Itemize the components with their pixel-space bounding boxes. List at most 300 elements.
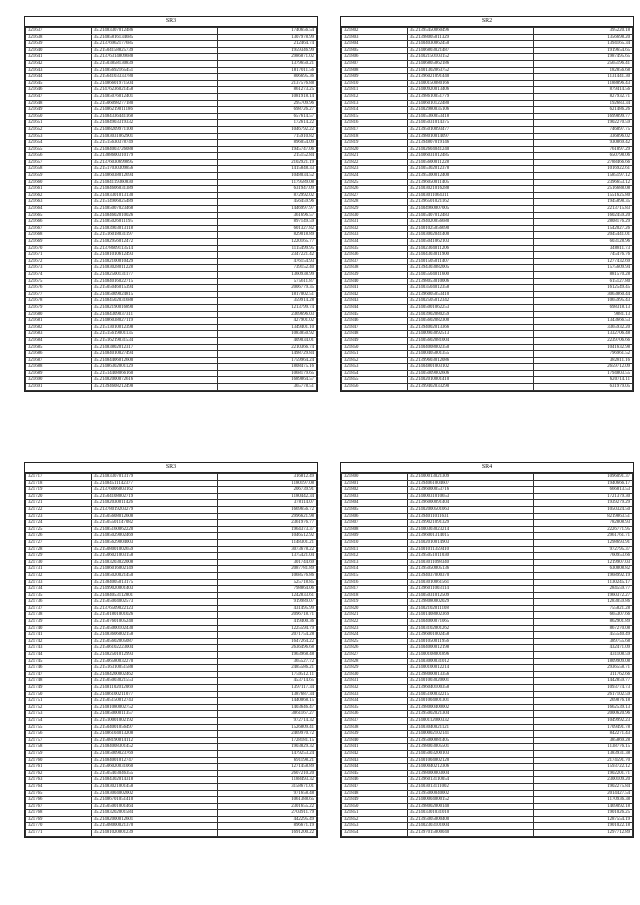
coordinate-cell: 35.21505501147082 <box>91 520 218 527</box>
row-id-cell: 321691 <box>26 384 92 391</box>
table-row <box>26 252 317 259</box>
coordinate-cell: 35.21514408066160 <box>91 370 218 377</box>
row-id-cell: 321853 <box>342 364 408 371</box>
coordinate-cell: 35.21395000081405 <box>407 737 534 744</box>
row-id-cell: 321768 <box>26 810 92 817</box>
row-id-cell: 321813 <box>342 100 408 107</box>
table-row <box>26 533 317 540</box>
value-cell: 1987495.65 <box>534 54 633 61</box>
coordinate-cell: 35.21485076012401 <box>91 93 218 100</box>
row-id-cell: 321687 <box>26 357 92 364</box>
coordinate-cell: 35.21505046015394 <box>91 285 218 292</box>
table-row <box>342 691 633 698</box>
coordinate-cell: 35.21394037000370 <box>407 572 534 579</box>
value-cell: 348811.73 <box>534 245 633 252</box>
table-row <box>26 553 317 560</box>
value-cell: 1046792.22 <box>218 126 317 133</box>
value-cell: 1662539.13 <box>534 704 633 711</box>
row-id-cell: 321647 <box>26 93 92 100</box>
row-id-cell: 321856 <box>342 384 408 391</box>
value-cell: 1647264.22 <box>218 638 317 645</box>
value-cell: 1271458.89 <box>218 764 317 771</box>
row-id-cell: 321836 <box>342 711 408 718</box>
coordinate-cell: 35.21405302012378 <box>407 166 534 173</box>
table-row <box>342 153 633 160</box>
row-id-cell: 321722 <box>26 506 92 513</box>
table-row <box>342 619 633 626</box>
table-row <box>26 47 317 54</box>
table-row <box>342 711 633 718</box>
value-cell: 431108.59 <box>534 652 633 659</box>
table-row <box>26 219 317 226</box>
coordinate-cell: 35.21396050011405 <box>407 179 534 186</box>
value-cell: 1297712.89 <box>534 830 633 837</box>
value-cell: 919989.07 <box>218 599 317 606</box>
value-cell: 666813.53 <box>534 487 633 494</box>
value-cell: 665307.66 <box>534 612 633 619</box>
value-cell: 691198.21 <box>218 757 317 764</box>
coordinate-cell: 35.21484016022715 <box>91 278 218 285</box>
table-row <box>342 645 633 652</box>
value-cell: 1180442.34 <box>218 493 317 500</box>
table-row <box>342 291 633 298</box>
row-id-cell: 321751 <box>26 698 92 705</box>
table-row <box>26 146 317 153</box>
coordinate-cell: 35.21517030309856 <box>91 166 218 173</box>
row-id-cell: 321679 <box>26 304 92 311</box>
coordinate-cell: 35.21401003020001 <box>407 678 534 685</box>
value-cell: 1759964.24 <box>218 357 317 364</box>
coordinate-cell: 35.21507601005240 <box>91 619 218 626</box>
row-id-cell: 321815 <box>342 113 408 120</box>
row-id-cell: 321826 <box>342 645 408 652</box>
value-cell: 1963968.48 <box>218 652 317 659</box>
row-id-cell: 321804 <box>342 41 408 48</box>
table-row <box>342 54 633 61</box>
row-id-cell: 321651 <box>26 120 92 127</box>
coordinate-cell: 35.21398005011329 <box>407 34 534 41</box>
row-id-cell: 321674 <box>26 271 92 278</box>
coordinate-cell: 35.21564103333780 <box>91 74 218 81</box>
value-cell: 1585197.12 <box>534 173 633 180</box>
value-cell: 9881.13 <box>534 311 633 318</box>
coordinate-cell: 35.21405360053418 <box>407 113 534 120</box>
row-id-cell: 321745 <box>26 658 92 665</box>
row-id-cell: 321853 <box>342 823 408 830</box>
table-row <box>342 60 633 67</box>
table-row <box>26 671 317 678</box>
row-id-cell: 321726 <box>26 533 92 540</box>
table-row <box>26 724 317 731</box>
value-cell: 972714.32 <box>218 717 317 724</box>
coordinate-cell: 35.21376030699895 <box>91 159 218 166</box>
table-row <box>342 830 633 837</box>
value-cell: 2347221.42 <box>218 252 317 259</box>
row-id-cell: 321834 <box>342 698 408 705</box>
row-id-cell: 321729 <box>26 553 92 560</box>
row-id-cell: 321765 <box>26 790 92 797</box>
row-id-cell: 321645 <box>26 80 92 87</box>
row-id-cell: 321735 <box>26 592 92 599</box>
table-row <box>26 192 317 199</box>
row-id-cell: 321677 <box>26 291 92 298</box>
row-id-cell: 321828 <box>342 199 408 206</box>
coordinate-cell: 35.21484606031389 <box>91 186 218 193</box>
row-id-cell: 321657 <box>26 159 92 166</box>
row-id-cell: 321649 <box>26 107 92 114</box>
coordinate-cell: 35.21405602082300 <box>407 318 534 325</box>
table-row <box>342 803 633 810</box>
row-id-cell: 321823 <box>342 625 408 632</box>
table-row <box>342 100 633 107</box>
table-row <box>26 166 317 173</box>
table-row <box>342 546 633 553</box>
row-id-cell: 321738 <box>26 612 92 619</box>
table-row <box>26 599 317 606</box>
coordinate-cell: 35.21505608012608 <box>91 513 218 520</box>
value-cell: 601327.82 <box>218 225 317 232</box>
table-row <box>26 159 317 166</box>
row-id-cell: 321748 <box>26 678 92 685</box>
table-row <box>342 724 633 731</box>
coordinate-cell: 35.21405407012483 <box>407 212 534 219</box>
row-id-cell: 321811 <box>342 546 408 553</box>
row-id-cell: 321800 <box>342 474 408 481</box>
value-cell: 1349401.10 <box>218 324 317 331</box>
value-cell: 192683.34 <box>534 100 633 107</box>
table-row <box>342 783 633 790</box>
value-cell: 1699899.77 <box>534 113 633 120</box>
value-cell: 1551625.80 <box>534 192 633 199</box>
table-row <box>26 60 317 67</box>
coordinate-cell: 35.21404801003102 <box>407 364 534 371</box>
table-row <box>342 28 633 35</box>
coordinate-cell: 35.21396005053410 <box>407 291 534 298</box>
row-id-cell: 321803 <box>342 34 408 41</box>
row-id-cell: 321836 <box>342 252 408 259</box>
coordinate-cell: 35.21398000013356 <box>407 671 534 678</box>
coordinate-cell: 35.21400004000152 <box>407 797 534 804</box>
row-id-cell: 321817 <box>342 126 408 133</box>
coordinate-cell: 35.21406031012485 <box>407 153 534 160</box>
table-row <box>26 566 317 573</box>
row-id-cell: 321671 <box>26 252 92 259</box>
coordinate-cell: 35.21376314809688 <box>91 54 218 61</box>
coordinate-cell: 35.21501801001026 <box>91 612 218 619</box>
coordinate-cell: 35.21398010014097 <box>407 133 534 140</box>
value-cell: 395220.18 <box>534 28 633 35</box>
value-cell: 1049992.23 <box>534 717 633 724</box>
value-cell: 1041632.98 <box>534 344 633 351</box>
coordinate-cell: 35.21395000040002 <box>407 790 534 797</box>
table-row <box>342 632 633 639</box>
coordinate-cell: 35.21402000501063 <box>407 506 534 513</box>
value-cell: 427901.02 <box>218 318 317 325</box>
table-row <box>26 206 317 213</box>
value-cell: 881570.28 <box>534 271 633 278</box>
coordinate-cell: 35.21516219031534 <box>91 337 218 344</box>
coordinate-cell: 35.21403013111002 <box>407 783 534 790</box>
table-row <box>26 625 317 632</box>
table-row <box>26 619 317 626</box>
coordinate-cell: 35.21485007023468 <box>91 206 218 213</box>
table-row <box>342 120 633 127</box>
table-row <box>26 764 317 771</box>
table-row <box>342 186 633 193</box>
value-cell: 1817002.51 <box>218 291 317 298</box>
row-id-cell: 321806 <box>342 513 408 520</box>
coordinate-cell: 35.21401050011956 <box>407 638 534 645</box>
row-id-cell: 321842 <box>342 291 408 298</box>
value-cell: 1225594.79 <box>218 625 317 632</box>
panel-title: SR4 <box>341 463 633 473</box>
value-cell: 806695.36 <box>218 74 317 81</box>
coordinate-cell: 35.21508190014112 <box>91 737 218 744</box>
value-cell: 896054.09 <box>218 140 317 147</box>
row-id-cell: 321681 <box>26 318 92 325</box>
row-id-cell: 321809 <box>342 533 408 540</box>
row-id-cell: 321758 <box>26 744 92 751</box>
table-row <box>26 711 317 718</box>
table-row <box>342 823 633 830</box>
value-cell: 525718.85 <box>218 579 317 586</box>
value-cell: 182856.68 <box>534 67 633 74</box>
table-row <box>342 757 633 764</box>
value-cell: 361696.57 <box>218 212 317 219</box>
row-id-cell: 321823 <box>342 166 408 173</box>
row-id-cell: 321832 <box>342 225 408 232</box>
coordinate-cell: 35.21504001056497 <box>91 724 218 731</box>
value-cell: 1061388.65 <box>218 797 317 804</box>
table-row <box>26 783 317 790</box>
value-cell: 3365932.20 <box>534 324 633 331</box>
value-cell: 442295.49 <box>218 816 317 823</box>
coordinate-cell: 35.21506098277180 <box>91 100 218 107</box>
table-row <box>26 645 317 652</box>
table-row <box>26 500 317 507</box>
coordinate-cell: 35.21484003726088 <box>91 146 218 153</box>
table-row <box>342 731 633 738</box>
value-cell: 456459.96 <box>218 199 317 206</box>
row-id-cell: 321846 <box>342 777 408 784</box>
table-row <box>26 285 317 292</box>
value-cell: 3061167.27 <box>218 711 317 718</box>
coordinate-cell: 35.21405602081004 <box>407 337 534 344</box>
row-id-cell: 321835 <box>342 704 408 711</box>
table-row <box>26 344 317 351</box>
value-cell: 2102921.19 <box>218 159 317 166</box>
coordinate-cell: 35.21505004002573 <box>91 599 218 606</box>
coordinate-cell: 35.21481010612493 <box>91 252 218 259</box>
row-id-cell: 321719 <box>26 487 92 494</box>
table-row <box>342 146 633 153</box>
row-id-cell: 321660 <box>26 179 92 186</box>
table-row <box>342 41 633 48</box>
coordinate-cell: 35.21486219011186 <box>91 107 218 114</box>
value-cell: 2174591.70 <box>534 757 633 764</box>
value-cell: 1138776.15 <box>534 744 633 751</box>
value-cell: 432471.09 <box>534 645 633 652</box>
row-id-cell: 321847 <box>342 324 408 331</box>
value-cell: 2226771.95 <box>534 526 633 533</box>
row-id-cell: 321686 <box>26 351 92 358</box>
value-cell: 2607210.20 <box>218 770 317 777</box>
row-id-cell: 321810 <box>342 80 408 87</box>
table-row <box>342 698 633 705</box>
value-cell: 760953.66 <box>534 553 633 560</box>
row-id-cell: 321805 <box>342 506 408 513</box>
coordinate-cell: 35.21396000091404 <box>407 500 534 507</box>
coordinate-cell: 35.21483606002158 <box>91 632 218 639</box>
coordinate-cell: 35.21482030011426 <box>91 500 218 507</box>
row-id-cell: 321824 <box>342 173 408 180</box>
table-row <box>26 506 317 513</box>
value-cell: 1277432.69 <box>534 258 633 265</box>
value-cell: 1403646.47 <box>218 704 317 711</box>
row-id-cell: 321852 <box>342 357 408 364</box>
row-id-cell: 321827 <box>342 192 408 199</box>
value-cell: 1379650.21 <box>218 60 317 67</box>
coordinate-cell: 35.21395005000400 <box>407 816 534 823</box>
row-id-cell: 321665 <box>26 212 92 219</box>
row-id-cell: 321759 <box>26 750 92 757</box>
row-id-cell: 321746 <box>26 665 92 672</box>
value-cell: 796961.52 <box>534 351 633 358</box>
row-id-cell: 321755 <box>26 724 92 731</box>
coordinate-cell: 35.21483903013118 <box>91 225 218 232</box>
table-row <box>26 731 317 738</box>
row-id-cell: 321736 <box>26 599 92 606</box>
coordinate-cell: 35.21404030062450 <box>407 41 534 48</box>
row-id-cell: 321845 <box>342 311 408 318</box>
row-id-cell: 321829 <box>342 665 408 672</box>
coordinate-cell: 35.21401025056690 <box>407 225 534 232</box>
value-cell: 1740656.54 <box>218 28 317 35</box>
table-row <box>26 239 317 246</box>
coordinate-cell: 35.21403102001262 <box>407 625 534 632</box>
coordinate-cell: 35.21486302001129 <box>91 364 218 371</box>
row-id-cell: 321767 <box>26 803 92 810</box>
table-row <box>26 612 317 619</box>
value-cell: 739152.40 <box>218 265 317 272</box>
value-cell: 829018.89 <box>218 232 317 239</box>
row-id-cell: 321814 <box>342 566 408 573</box>
coordinate-cell: 35.21485629004003 <box>91 539 218 546</box>
row-id-cell: 321683 <box>26 331 92 338</box>
value-cell: 2703911.79 <box>218 810 317 817</box>
table-row <box>342 474 633 481</box>
row-id-cell: 321682 <box>26 324 92 331</box>
row-id-cell: 321814 <box>342 107 408 114</box>
row-id-cell: 321835 <box>342 245 408 252</box>
coordinate-cell: 35.21394061004607 <box>407 480 534 487</box>
coordinate-cell: 35.21396040100358 <box>407 685 534 692</box>
table-row <box>26 777 317 784</box>
row-id-cell: 321680 <box>26 311 92 318</box>
row-id-cell: 321818 <box>342 133 408 140</box>
table-row <box>342 258 633 265</box>
coordinate-cell: 35.21481020001239 <box>91 830 218 837</box>
table-row <box>342 337 633 344</box>
value-cell: 1440068.15 <box>218 698 317 705</box>
value-cell: 867270.08 <box>534 625 633 632</box>
row-id-cell: 321761 <box>26 764 92 771</box>
row-id-cell: 321804 <box>342 500 408 507</box>
row-id-cell: 321656 <box>26 153 92 160</box>
row-id-cell: 321837 <box>342 717 408 724</box>
value-cell: 1180197.08 <box>218 480 317 487</box>
table-row <box>342 553 633 560</box>
coordinate-cell: 35.21403902080259 <box>407 311 534 318</box>
table-row <box>26 559 317 566</box>
value-cell: 630808.82 <box>534 566 633 573</box>
coordinate-cell: 35.21404008002350 <box>407 344 534 351</box>
value-cell: 1809909.08 <box>534 658 633 665</box>
coordinate-cell: 35.21483307013179 <box>91 474 218 481</box>
table-row <box>342 737 633 744</box>
coordinate-cell: 35.21398000400002 <box>407 704 534 711</box>
coordinate-cell: 35.21406805062186 <box>407 60 534 67</box>
row-id-cell: 321817 <box>342 586 408 593</box>
table-row <box>26 245 317 252</box>
value-cell: 2137576.88 <box>218 80 317 87</box>
value-cell: 1542027.26 <box>534 225 633 232</box>
table-row <box>26 658 317 665</box>
value-cell: 3063860.44 <box>534 291 633 298</box>
coordinate-cell: 35.21486038027119 <box>91 318 218 325</box>
table-row <box>342 278 633 285</box>
value-cell: 2301655.22 <box>218 803 317 810</box>
value-cell: 1298693.91 <box>534 539 633 546</box>
value-cell: 1415848.33 <box>218 166 317 173</box>
value-cell: 1945898.35 <box>534 199 633 206</box>
row-id-cell: 321670 <box>26 245 92 252</box>
table-row <box>342 173 633 180</box>
table-row <box>342 364 633 371</box>
value-cell: 365527.72 <box>218 658 317 665</box>
row-id-cell: 321733 <box>26 579 92 586</box>
value-cell: 603128.96 <box>534 239 633 246</box>
table-row <box>26 34 317 41</box>
value-cell: 336896.02 <box>534 133 633 140</box>
row-id-cell: 321728 <box>26 546 92 553</box>
table-row <box>26 271 317 278</box>
row-id-cell: 321684 <box>26 337 92 344</box>
coordinate-cell: 35.21484309037311 <box>91 311 218 318</box>
coordinate-cell: 35.21405100032215 <box>407 691 534 698</box>
coordinate-cell: 35.21384005013175 <box>91 579 218 586</box>
row-id-cell: 321678 <box>26 298 92 305</box>
row-id-cell: 321752 <box>26 704 92 711</box>
value-cell: 1901022.18 <box>534 823 633 830</box>
row-id-cell: 321821 <box>342 612 408 619</box>
row-id-cell: 321833 <box>342 691 408 698</box>
row-id-cell: 321744 <box>26 652 92 659</box>
coordinate-cell: 35.21505403046355 <box>91 770 218 777</box>
row-id-cell: 321825 <box>342 638 408 645</box>
value-cell: 1442859.77 <box>534 678 633 685</box>
coordinate-cell: 35.21395051011030 <box>407 553 534 560</box>
table-row <box>26 377 317 384</box>
data-table <box>25 27 317 391</box>
row-id-cell: 321662 <box>26 192 92 199</box>
coordinate-cell: 35.21484008301452 <box>91 744 218 751</box>
value-cell: 2006779.35 <box>218 285 317 292</box>
row-id-cell: 321807 <box>342 60 408 67</box>
coordinate-cell: 35.21398003005501 <box>407 744 534 751</box>
table-row <box>26 133 317 140</box>
table-row <box>26 579 317 586</box>
